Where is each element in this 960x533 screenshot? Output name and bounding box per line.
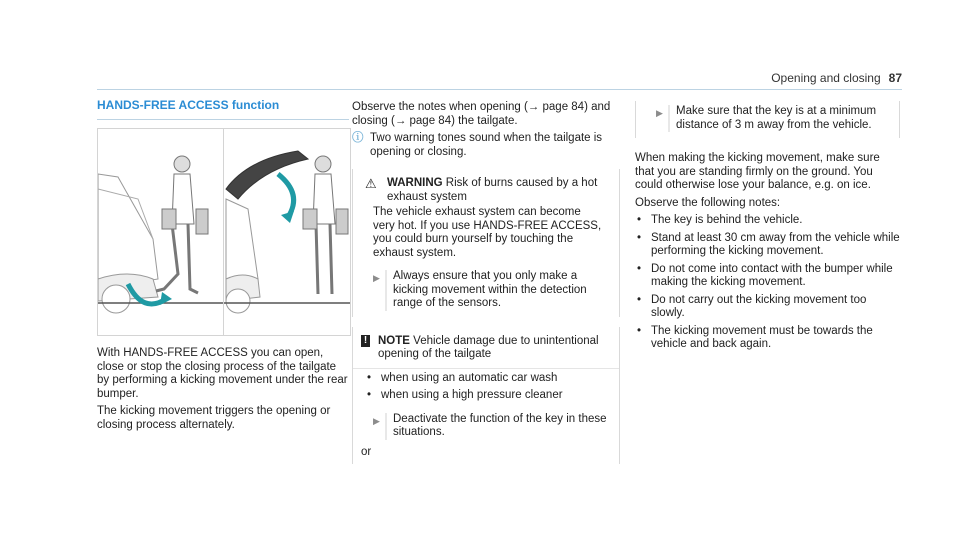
note-box — [352, 327, 620, 464]
note-bullets — [353, 372, 619, 403]
list-item: • The kicking movement must be towards the vehicle and back again. — [635, 325, 900, 352]
list-item: • Stand at least 30 cm away from the vehicle while performing the kicking movement. — [635, 232, 900, 259]
note-title: Vehicle damage due to unintentional opening of the tailgate — [378, 334, 599, 360]
info-note — [352, 132, 620, 159]
warning-body: The vehicle exhaust system can become very hot. If you use HANDS-FREE ACCESS, you could burn yourself by touching the exhaust system. — [373, 206, 602, 259]
paragraph-observe-notes: Observe the following notes: — [635, 196, 781, 209]
exclamation-icon: ! — [361, 335, 370, 347]
list-item: • when using a high pressure cleaner — [353, 389, 619, 403]
notes-list — [635, 214, 900, 352]
note-header — [353, 331, 619, 369]
paragraph-observe: Observe the notes when opening (→ page 84) and closing (→ page 84) the tailgate. — [352, 101, 611, 127]
warning-box — [352, 169, 620, 317]
triangle-arrow-icon: ▶ — [656, 108, 663, 118]
column-1 — [97, 347, 349, 436]
triangle-arrow-icon: ▶ — [373, 273, 380, 283]
title-rule — [97, 119, 349, 120]
list-item: • The key is behind the vehicle. — [635, 214, 900, 228]
note-label: NOTE — [378, 334, 410, 347]
continued-note-box — [635, 101, 900, 138]
list-item: • Do not carry out the kicking movement too slowly. — [635, 294, 900, 321]
key-instruction-text: Make sure that the key is at a minimum distance of 3 m away from the vehicle. — [668, 105, 887, 132]
figure-divider — [223, 129, 224, 335]
warning-triangle-icon: ⚠ — [365, 176, 377, 191]
warning-header — [353, 173, 619, 204]
info-note-text: Two warning tones sound when the tailgate is opening or closing. — [370, 132, 603, 158]
triangle-arrow-icon: ▶ — [373, 415, 380, 426]
paragraph-trigger: The kicking movement triggers the opening or closing process alternately. — [97, 405, 331, 431]
note-instruction-text: Deactivate the function of the key in these situations. — [385, 413, 607, 440]
warning-instruction — [353, 264, 619, 311]
warning-label: WARNING — [387, 177, 443, 189]
page-header — [771, 71, 902, 85]
warning-title: Risk of burns caused by a hot exhaust system — [387, 177, 598, 203]
or-text: or — [361, 445, 372, 458]
column-3 — [635, 101, 900, 356]
key-instruction — [636, 101, 899, 132]
hands-free-illustration — [97, 128, 351, 336]
paragraph-intro: With HANDS-FREE ACCESS you can open, close or stop the closing process of the tailgate by performing a kicking movement under the rear bumper. — [97, 347, 348, 400]
info-icon: ⓘ — [352, 132, 364, 144]
illustration-svg — [98, 129, 350, 335]
page-number: 87 — [888, 71, 902, 85]
section-title: HANDS-FREE ACCESS function — [97, 98, 280, 112]
list-item: • when using an automatic car wash — [353, 372, 619, 386]
header-rule — [97, 89, 902, 90]
warning-instruction-text: Always ensure that you only make a kicking movement within the detection range of the sensors. — [385, 270, 607, 311]
list-item: • Do not come into contact with the bumper while making the kicking movement. — [635, 263, 900, 290]
paragraph-balance: When making the kicking movement, make sure that you are standing firmly on the ground. You could otherwise lose your balance, e.g. on ice. — [635, 152, 880, 191]
column-2 — [352, 101, 620, 464]
note-instruction — [353, 407, 619, 440]
header-section: Opening and closing — [771, 71, 881, 85]
